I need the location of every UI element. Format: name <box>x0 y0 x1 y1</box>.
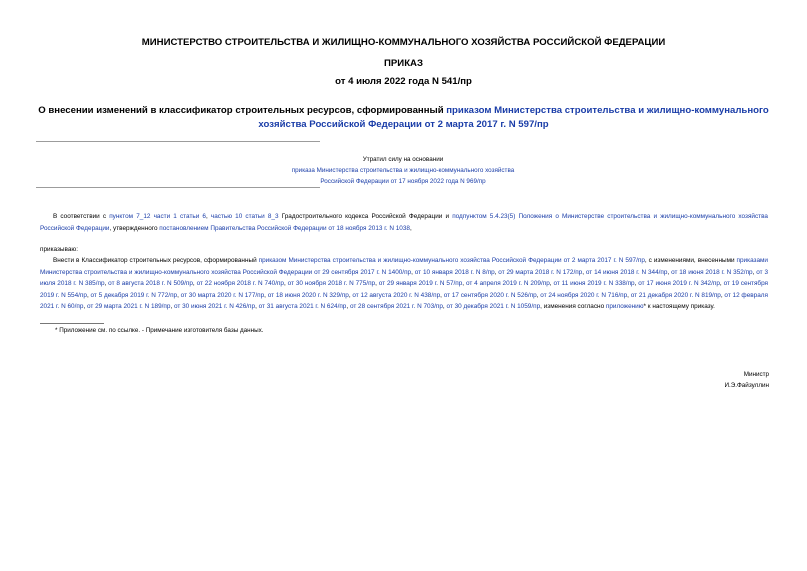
link-order-177[interactable]: от 30 марта 2020 г. N 177/пр <box>180 291 265 299</box>
link-order-554[interactable]: от 19 сентября 2019 г. N 554/пр <box>40 280 769 299</box>
text-fragment: , <box>205 213 211 220</box>
link-order-438[interactable]: от 12 августа 2020 г. N 438/пр <box>352 291 441 299</box>
link-appendix[interactable]: приложению <box>605 303 644 310</box>
link-order-329[interactable]: от 18 июня 2020 г. N 329/пр <box>267 291 349 299</box>
paragraph-order-word: приказываю: <box>40 246 78 253</box>
link-order-716[interactable]: от 24 ноября 2020 г. N 716/пр <box>540 291 628 299</box>
expired-note-text: Утратил силу на основании <box>362 156 444 163</box>
link-order-772[interactable]: от 5 декабря 2019 г. N 772/пр <box>90 291 178 299</box>
link-order-342[interactable]: от 17 июня 2019 г. N 342/пр <box>638 280 720 287</box>
link-town-planning-code-art6[interactable]: пунктом 7_12 части 1 статьи 6 <box>109 213 206 220</box>
link-order-819[interactable]: от 21 декабря 2020 г. N 819/пр <box>630 291 721 299</box>
link-order-1059[interactable]: от 30 декабря 2021 г. N 1059/пр <box>446 303 541 310</box>
link-order-385[interactable]: от 3 июля 2018 г. N 385/пр <box>40 268 768 287</box>
separator-line-top <box>36 141 320 142</box>
link-government-decree-1038[interactable]: постановлением Правительства Российской Федерации от 18 ноября 2013 г. N 1038 <box>159 224 410 232</box>
text-fragment: , утвержденного <box>109 224 160 232</box>
text-fragment: , с изменениями, внесенными <box>644 257 737 264</box>
link-order-209[interactable]: от 4 апреля 2019 г. N 209/пр <box>465 280 550 287</box>
ministry-heading: МИНИСТЕРСТВО СТРОИТЕЛЬСТВА И ЖИЛИЩНО-КОММУНАЛЬНОГО ХОЗЯЙСТВА РОССИЙСКОЙ ФЕДЕРАЦИИ <box>141 37 666 48</box>
link-order-597[interactable]: приказом Министерства строительства и жилищно-коммунального хозяйства Российской Федерации от 2 марта 2017 г. N 597/пр <box>258 257 645 264</box>
text-fragment: , <box>409 224 412 232</box>
paragraph-amendments: Внести в Классификатор строительных ресурсов, сформированный приказом Министерства строительства и жилищно-коммунального хозяйства Российской Федерации от 2 марта 2017 г. N 597/пр, с изменениями, внесенными приказами Министерства строительства и жилищно-коммунального хозяйства Российской Федерации от 29 сентября 2017 г. N 1400/пр, от 10 января 2018 г. N 8/пр, от 29 марта 2018 г. N 172/пр, от 14 июня 2018 г. N 344/пр, от 18 июня 2018 г. N 352/пр, от 3 июля 2018 г. N 385/пр, от 8 августа 2018 г. N 509/пр, от 22 ноября 2018 г. N 740/пр, от 30 ноября 2018 г. N 775/пр, от 29 января 2019 г. N 57/пр, от 4 апреля 2019 г. N 209/пр, от 11 июня 2019 г. N 338/пр, от 17 июня 2019 г. N 342/пр, от 19 сентября 2019 г. N 554/пр, от 5 декабря 2019 г. N 772/пр, от 30 марта 2020 г. N 177/пр, от 18 июня 2020 г. N 329/пр, от 12 августа 2020 г. N 438/пр, от 17 сентября 2020 г. N 526/пр, от 24 ноября 2020 г. N 716/пр, от 21 декабря 2020 г. N 819/пр, от 12 февраля 2021 г. N 60/пр, от 29 марта 2021 г. N 189/пр, от 30 июня 2021 г. N 426/пр, от 31 августа 2021 г. N 624/пр, от 28 сентября 2021 г. N 703/пр, от 30 декабря 2021 г. N 1059/пр, изменения согласно приложению* к настоящему приказу. <box>40 257 769 310</box>
link-order-57[interactable]: от 29 января 2019 г. N 57/пр <box>378 280 463 287</box>
link-order-526[interactable]: от 17 сентября 2020 г. N 526/пр <box>443 291 537 299</box>
footnote-text: * Приложение см. по ссылке. - Примечание изготовителя базы данных. <box>55 327 264 334</box>
link-order-172[interactable]: от 29 марта 2018 г. N 172/пр <box>498 268 583 276</box>
signature-name: И.Э.Файзуллин <box>724 382 769 389</box>
text-fragment: Внести в Классификатор строительных ресурсов, сформированный <box>53 257 259 264</box>
expired-note <box>250 154 556 187</box>
expired-note-link-line2[interactable]: Российской Федерации от 17 ноября 2022 года N 969/пр <box>320 178 486 185</box>
link-order-189[interactable]: от 29 марта 2021 г. N 189/пр <box>86 303 171 310</box>
text-fragment: * к настоящему приказу. <box>643 303 715 310</box>
text-fragment: В соответствии с <box>53 213 110 220</box>
document-title <box>30 104 777 132</box>
link-order-426[interactable]: от 30 июня 2021 г. N 426/пр <box>174 303 256 310</box>
link-order-338[interactable]: от 11 июня 2019 г. N 338/пр <box>553 280 635 287</box>
signature-position: Министр <box>743 371 769 378</box>
title-text: О внесении изменений в классификатор строительных ресурсов, сформированный <box>38 105 447 116</box>
title-link-order-597[interactable]: приказом Министерства строительства и жилищно-коммунального хозяйства Российской Федерации от 2 марта 2017 г. N 597/пр <box>258 105 769 130</box>
link-order-624[interactable]: от 31 августа 2021 г. N 624/пр <box>258 303 347 310</box>
link-order-509[interactable]: от 8 августа 2018 г. N 509/пр <box>108 280 193 287</box>
link-order-1400[interactable]: приказами Министерства строительства и жилищно-коммунального хозяйства Российской Федерации от 29 сентября 2017 г. N 1400/пр <box>40 257 768 276</box>
link-order-344[interactable]: от 14 июня 2018 г. N 344/пр <box>585 268 668 276</box>
link-order-703[interactable]: от 28 сентября 2021 г. N 703/пр <box>349 303 443 310</box>
document-type: ПРИКАЗ <box>384 58 423 69</box>
document-date-number: от 4 июля 2022 года N 541/пр <box>335 76 472 87</box>
link-ministry-regulation[interactable]: подпунктом 5.4.23(5) Положения о Министерстве строительства и жилищно-коммунального хозяйства Российской Федерации <box>40 213 768 232</box>
link-order-740[interactable]: от 22 ноября 2018 г. N 740/пр <box>196 280 284 287</box>
separator-line-bottom <box>36 187 320 188</box>
link-town-planning-code-art8[interactable]: частью 10 статьи 8_3 <box>210 213 279 220</box>
link-order-352[interactable]: от 18 июня 2018 г. N 352/пр <box>671 268 753 276</box>
text-fragment: , изменения согласно <box>540 303 606 310</box>
paragraph-legal-basis <box>40 211 768 234</box>
link-order-775[interactable]: от 30 ноября 2018 г. N 775/пр <box>287 280 376 287</box>
expired-note-link-line1[interactable]: приказа Министерства строительства и жилищно-коммунального хозяйства <box>291 167 515 174</box>
footnote-divider <box>40 323 104 324</box>
link-order-60[interactable]: от 12 февраля 2021 г. N 60/пр <box>40 291 768 310</box>
link-order-8[interactable]: от 10 января 2018 г. N 8/пр <box>414 268 495 276</box>
text-fragment: Градостроительного кодекса Российской Федерации и <box>278 213 453 220</box>
